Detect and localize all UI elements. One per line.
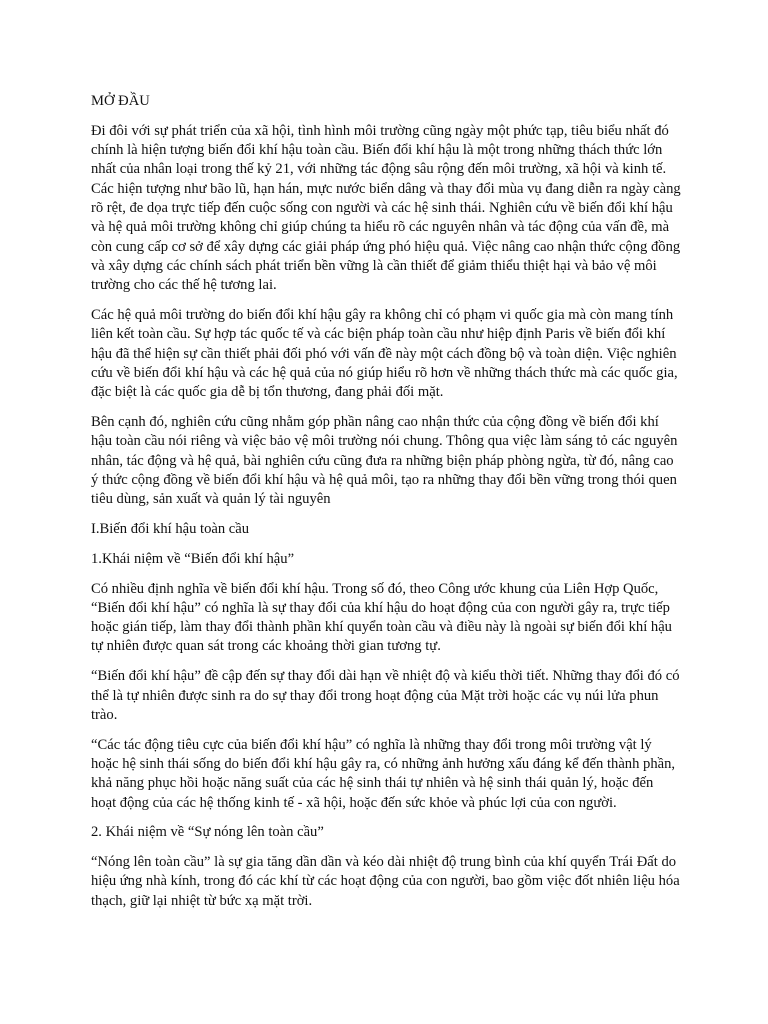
document-title: MỞ ĐẦU — [91, 93, 150, 109]
subsection-1-paragraph-3: “Các tác động tiêu cực của biến đổi khí hậu” có nghĩa là những thay đổi trong môi trường vật lý hoặc hệ sinh thái sống do biến đổi khí hậu gây ra, có những ảnh hưởng xấu đáng kể đến thành phần, khả năng phục hồi hoặc năng suất của các hệ sinh thái tự nhiên và hệ sinh thái quản lý, hoặc đến hoạt động của các hệ thống kinh tế - xã hội, hoặc đến sức khỏe và phúc lợi của con người. — [91, 736, 676, 811]
subsection-heading-2: 2. Khái niệm về “Sự nóng lên toàn cầu” — [91, 824, 324, 841]
intro-paragraph-3: Bên cạnh đó, nghiên cứu cũng nhằm góp phần nâng cao nhận thức của cộng đồng về biến đổi khí hậu toàn cầu nói riêng và việc bảo vệ môi trường nói chung. Thông qua việc làm sáng tỏ các nguyên nhân, tác động và hệ quả, bài nghiên cứu cũng đưa ra những biện pháp phòng ngừa, từ đó, nâng cao ý thức cộng đồng về biến đổi khí hậu và hệ quả môi, tạo ra những thay đổi bền vững trong thói quen tiêu dùng, sản xuất và quản lý tài nguyên — [91, 413, 678, 508]
section-heading: I.Biến đổi khí hậu toàn cầu — [91, 520, 250, 537]
subsection-1-paragraph-1: Có nhiều định nghĩa về biến đổi khí hậu. Trong số đó, theo Công ước khung của Liên Hợp Quốc, “Biến đổi khí hậu” có nghĩa là sự thay đổi của khí hậu do hoạt động của con người gây ra, trực tiếp hoặc gián tiếp, làm thay đổi thành phần khí quyển toàn cầu và điều này là ngoài sự biến đổi khí hậu tự nhiên được quan sát trong các khoảng thời gian tương tự. — [91, 580, 672, 655]
subsection-heading-1: 1.Khái niệm về “Biến đổi khí hậu” — [91, 550, 295, 567]
document-page — [91, 92, 681, 921]
subsection-1-paragraph-2: “Biến đổi khí hậu” đề cập đến sự thay đổi dài hạn về nhiệt độ và kiểu thời tiết. Những thay đổi đó có thể là tự nhiên được sinh ra do sự thay đổi trong hoạt động của Mặt trời hoặc các vụ núi lửa phun trào. — [91, 668, 680, 723]
intro-paragraph-1: Đi đôi với sự phát triển của xã hội, tình hình môi trường cũng ngày một phức tạp, tiêu biểu nhất đó chính là hiện tượng biến đổi khí hậu toàn cầu. Biến đổi khí hậu là một trong những thách thức lớn nhất của nhân loại trong thế kỷ 21, với những tác động sâu rộng đến môi trường, xã hội và kinh tế. Các hiện tượng như bão lũ, hạn hán, mực nước biển dâng và thay đổi mùa vụ đang diễn ra ngày càng rõ rệt, đe dọa trực tiếp đến cuộc sống con người và các hệ sinh thái. Nghiên cứu về biến đổi khí hậu và hệ quả môi trường không chỉ giúp chúng ta hiểu rõ các nguyên nhân và tác động của vấn đề, mà còn cung cấp cơ sở để xây dựng các giải pháp ứng phó hiệu quả. Việc nâng cao nhận thức cộng đồng và xây dựng các chính sách phát triển bền vững là cần thiết để giảm thiểu thiệt hại và bảo vệ môi trường cho các thế hệ tương lai. — [91, 122, 681, 294]
intro-paragraph-2: Các hệ quả môi trường do biến đổi khí hậu gây ra không chỉ có phạm vi quốc gia mà còn mang tính liên kết toàn cầu. Sự hợp tác quốc tế và các biện pháp toàn cầu như hiệp định Paris về biến đổi khí hậu đã thể hiện sự cần thiết phải đối phó với vấn đề này một cách đồng bộ và toàn diện. Việc nghiên cứu về biến đổi khí hậu và các hệ quả của nó giúp hiểu rõ hơn về những thách thức mà các quốc gia, đặc biệt là các quốc gia dễ bị tổn thương, đang phải đối mặt. — [91, 306, 678, 401]
subsection-2-paragraph-1: “Nóng lên toàn cầu” là sự gia tăng dần dần và kéo dài nhiệt độ trung bình của khí quyển Trái Đất do hiệu ứng nhà kính, trong đó các khí từ các hoạt động của con người, bao gồm việc đốt nhiên liệu hóa thạch, giữ lại nhiệt từ bức xạ mặt trời. — [91, 854, 680, 909]
